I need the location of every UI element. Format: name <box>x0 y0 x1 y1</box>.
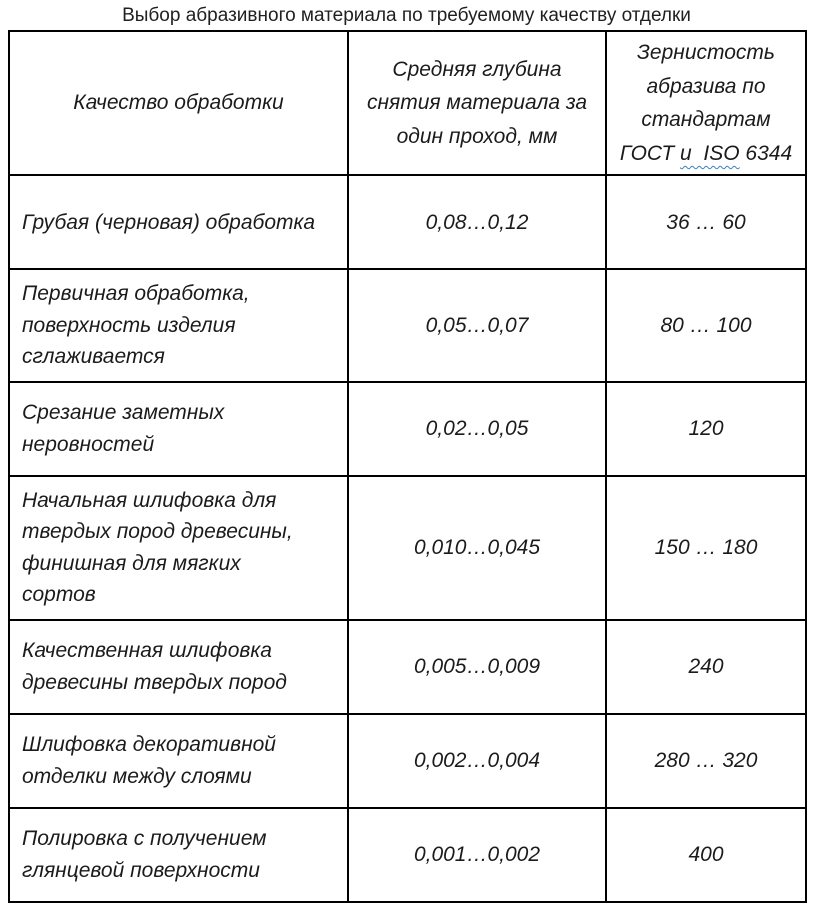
header-line: Зернистость <box>637 41 775 64</box>
quality-cell: Первичная обработка, поверхность изделия сглаживается <box>9 269 348 382</box>
table-row <box>9 714 806 808</box>
grit-cell: 80 … 100 <box>606 269 806 382</box>
header-line: абразива по <box>646 74 766 98</box>
quality-cell: Качественная шлифовка древесины твердых пород <box>9 620 348 714</box>
header-line <box>613 137 799 171</box>
table-row <box>9 620 806 714</box>
header-line: стандартам <box>641 108 771 132</box>
header-line: Средняя глубина <box>392 57 562 81</box>
grit-cell: 120 <box>606 382 806 476</box>
abrasive-selection-table <box>8 30 807 903</box>
grit-cell: 240 <box>606 620 806 714</box>
depth-cell: 0,05…0,07 <box>348 269 606 382</box>
header-gost-text: ГОСТ <box>619 141 681 165</box>
depth-cell: 0,002…0,004 <box>348 714 606 808</box>
header-line: снятия материала за <box>366 91 588 115</box>
header-row <box>9 31 806 175</box>
table-row <box>9 175 806 269</box>
header-grit <box>606 31 806 175</box>
depth-cell: 0,010…0,045 <box>348 476 606 620</box>
grit-cell: 150 … 180 <box>606 476 806 620</box>
page-title: Выбор абразивного материала по требуемому качеству отделки <box>122 5 691 26</box>
table-row <box>9 808 806 902</box>
quality-cell: Начальная шлифовка для твердых пород древесины, финишная для мягких сортов <box>9 476 348 620</box>
quality-cell: Шлифовка декоративной отделки между слоями <box>9 714 348 808</box>
depth-cell: 0,02…0,05 <box>348 382 606 476</box>
depth-cell: 0,005…0,009 <box>348 620 606 714</box>
header-depth <box>348 31 606 175</box>
quality-cell: Срезание заметных неровностей <box>9 382 348 476</box>
grit-cell: 280 … 320 <box>606 714 806 808</box>
quality-cell: Грубая (черновая) обработка <box>9 175 348 269</box>
table-row <box>9 476 806 620</box>
table-row <box>9 269 806 382</box>
header-iso-text: 6344 <box>739 141 793 165</box>
header-quality: Качество обработки <box>9 31 348 175</box>
table-row <box>9 382 806 476</box>
header-line: один проход, мм <box>396 124 558 148</box>
depth-cell: 0,08…0,12 <box>348 175 606 269</box>
grit-cell: 36 … 60 <box>606 175 806 269</box>
spellcheck-wavy-underline: и ISO <box>680 141 740 165</box>
quality-cell: Полировка с получением глянцевой поверхности <box>9 808 348 902</box>
depth-cell: 0,001…0,002 <box>348 808 606 902</box>
grit-cell: 400 <box>606 808 806 902</box>
